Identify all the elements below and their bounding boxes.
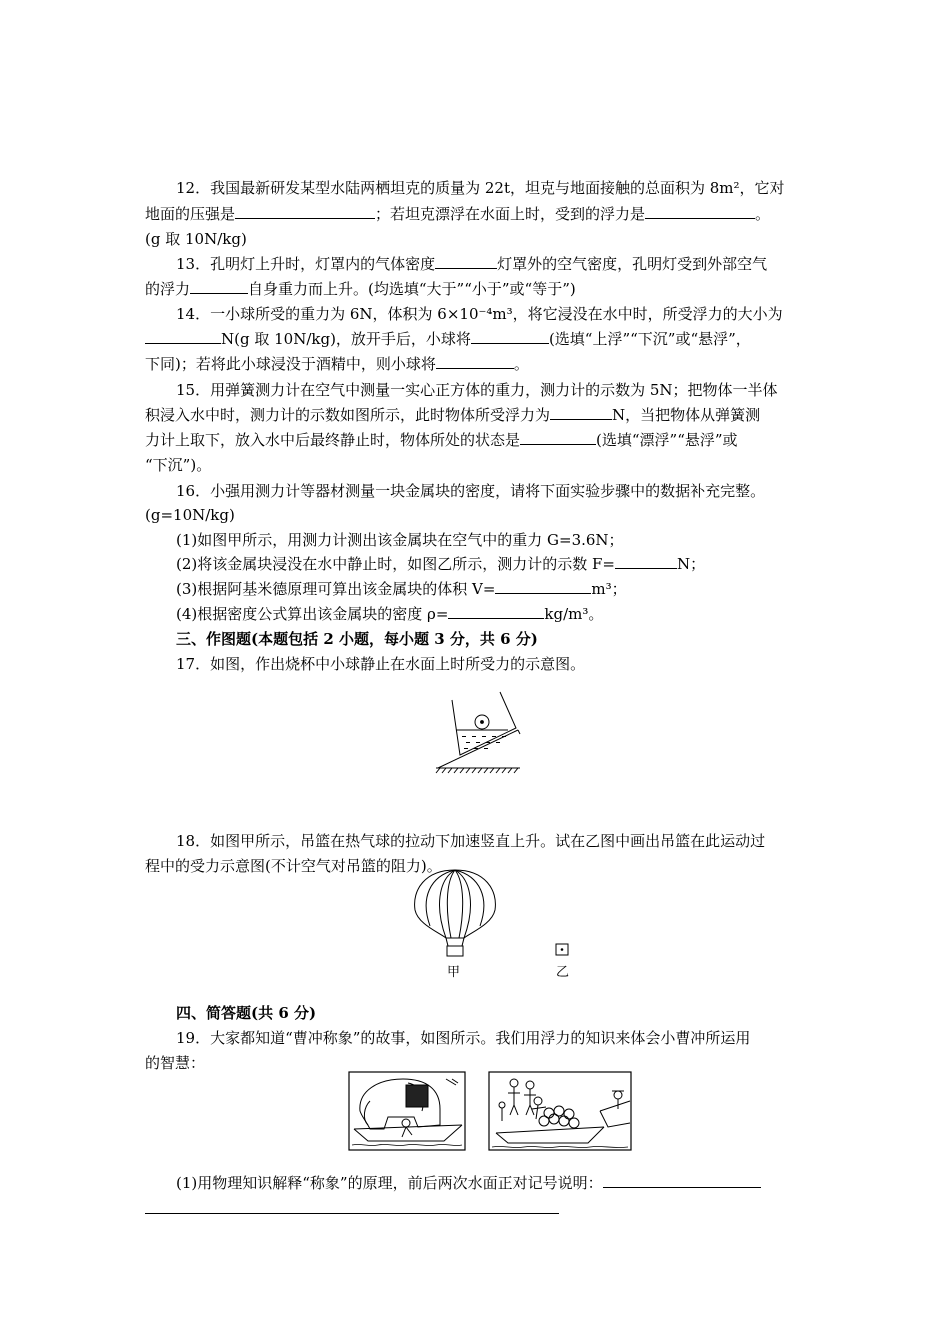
q13-blank-2[interactable]	[190, 279, 248, 294]
q15-line1: 15．用弹簧测力计在空气中测量一实心正方体的重力，测力计的示数为 5N；把物体一半体	[176, 381, 778, 399]
q19-line2: 的智慧：	[145, 1054, 206, 1072]
q15-blank-buoyancy[interactable]	[550, 405, 612, 420]
beaker-incline-figure	[430, 690, 524, 776]
q15-line2: 积浸入水中时，测力计的示数如图所示，此时物体所受浮力为 N，当把物体从弹簧测	[145, 406, 761, 424]
q19-step1: (1)用物理知识解释“称象”的原理，前后两次水面正对记号说明：	[176, 1173, 836, 1193]
q12-blank-buoyancy[interactable]	[645, 204, 755, 219]
q15-line3: 力计上取下，放入水中后最终静止时，物体所处的状态是 (选填“漂浮”“悬浮”或	[145, 431, 738, 449]
caption-jia: 甲	[447, 965, 461, 980]
q16-step2: (2)将该金属块浸没在水中静止时，如图乙所示，测力计的示数 F= N；	[176, 555, 706, 573]
stone-boat-figure	[488, 1071, 632, 1151]
basket	[447, 946, 463, 956]
water-dashes	[462, 736, 506, 749]
rope-right	[462, 938, 464, 946]
q16-step4: (4)根据密度公式算出该金属块的密度 ρ= kg/m³。	[176, 605, 604, 623]
balloon-envelope	[415, 870, 496, 938]
q18-line2: 程中的受力示意图(不计空气对吊篮的阻力)。	[145, 857, 442, 875]
q19-blank-1[interactable]	[603, 1173, 761, 1188]
q13-line2: 的浮力 自身重力而上升。(均选填“大于”“小于”或“等于”)	[145, 280, 576, 298]
basket-box-figure	[555, 943, 569, 957]
q16-line2: (g=10N/kg)	[145, 506, 235, 524]
q13-blank-1[interactable]	[435, 254, 497, 269]
q17-text: 17．如图，作出烧杯中小球静止在水面上时所受力的示意图。	[176, 655, 586, 673]
q16-line1: 16．小强用测力计等器材测量一块金属块的密度，请将下面实验步骤中的数据补充完整。	[176, 482, 766, 500]
section-3-heading: 三、作图题(本题包括 2 小题，每小题 3 分，共 6 分)	[176, 630, 538, 648]
q12-blank-pressure[interactable]	[235, 204, 375, 219]
q13-line1: 13．孔明灯上升时，灯罩内的气体密度 灯罩外的空气密度，孔明灯受到外部空气	[176, 255, 768, 273]
q16-step3: (3)根据阿基米德原理可算出该金属块的体积 V= m³；	[176, 580, 627, 598]
q19-answer-line[interactable]	[145, 1213, 559, 1214]
q14-line1: 14．一小球所受的重力为 6N，体积为 6×10⁻⁴m³，将它浸没在水中时，所受浮力的大小为	[176, 305, 783, 323]
q14-blank-state-alcohol[interactable]	[436, 354, 514, 369]
q16-blank-V[interactable]	[495, 579, 591, 594]
q14-blank-state-water[interactable]	[471, 329, 549, 344]
q19-line1: 19．大家都知道“曹冲称象”的故事，如图所示。我们用浮力的知识来体会小曹冲所运用	[176, 1029, 751, 1047]
q18-line1: 18．如图甲所示，吊篮在热气球的拉动下加速竖直上升。试在乙图中画出吊篮在此运动过	[176, 832, 766, 850]
section-4-heading: 四、简答题(共 6 分)	[176, 1004, 317, 1022]
elephant-boat-figure	[348, 1071, 466, 1151]
q16-blank-rho[interactable]	[448, 604, 544, 619]
q14-line3: 下同)；若将此小球浸没于酒精中，则小球将 。	[145, 355, 529, 373]
q12-line2: 地面的压强是 ；若坦克漂浮在水面上时，受到的浮力是 。	[145, 205, 771, 223]
rope-left	[446, 938, 448, 946]
caption-yi: 乙	[556, 965, 570, 980]
q12-line1: 12．我国最新研发某型水陆两栖坦克的质量为 22t，坦克与地面接触的总面积为 8m²，它对	[176, 179, 785, 197]
q14-blank-buoyancy[interactable]	[145, 329, 221, 344]
beaker-outline	[452, 692, 516, 755]
q15-blank-state[interactable]	[520, 430, 596, 445]
q16-blank-F[interactable]	[615, 554, 677, 569]
q12-line3: (g 取 10N/kg)	[145, 230, 247, 248]
q14-line2: N(g 取 10N/kg)，放开手后，小球将 (选填“上浮”“下沉”或“悬浮”，	[145, 329, 805, 349]
hot-air-balloon-figure	[410, 868, 500, 960]
q16-step1: (1)如图甲所示，用测力计测出该金属块在空气中的重力 G=3.6N；	[176, 531, 624, 549]
q15-line4: “下沉”)。	[145, 456, 212, 474]
ground-hatching	[436, 768, 518, 773]
